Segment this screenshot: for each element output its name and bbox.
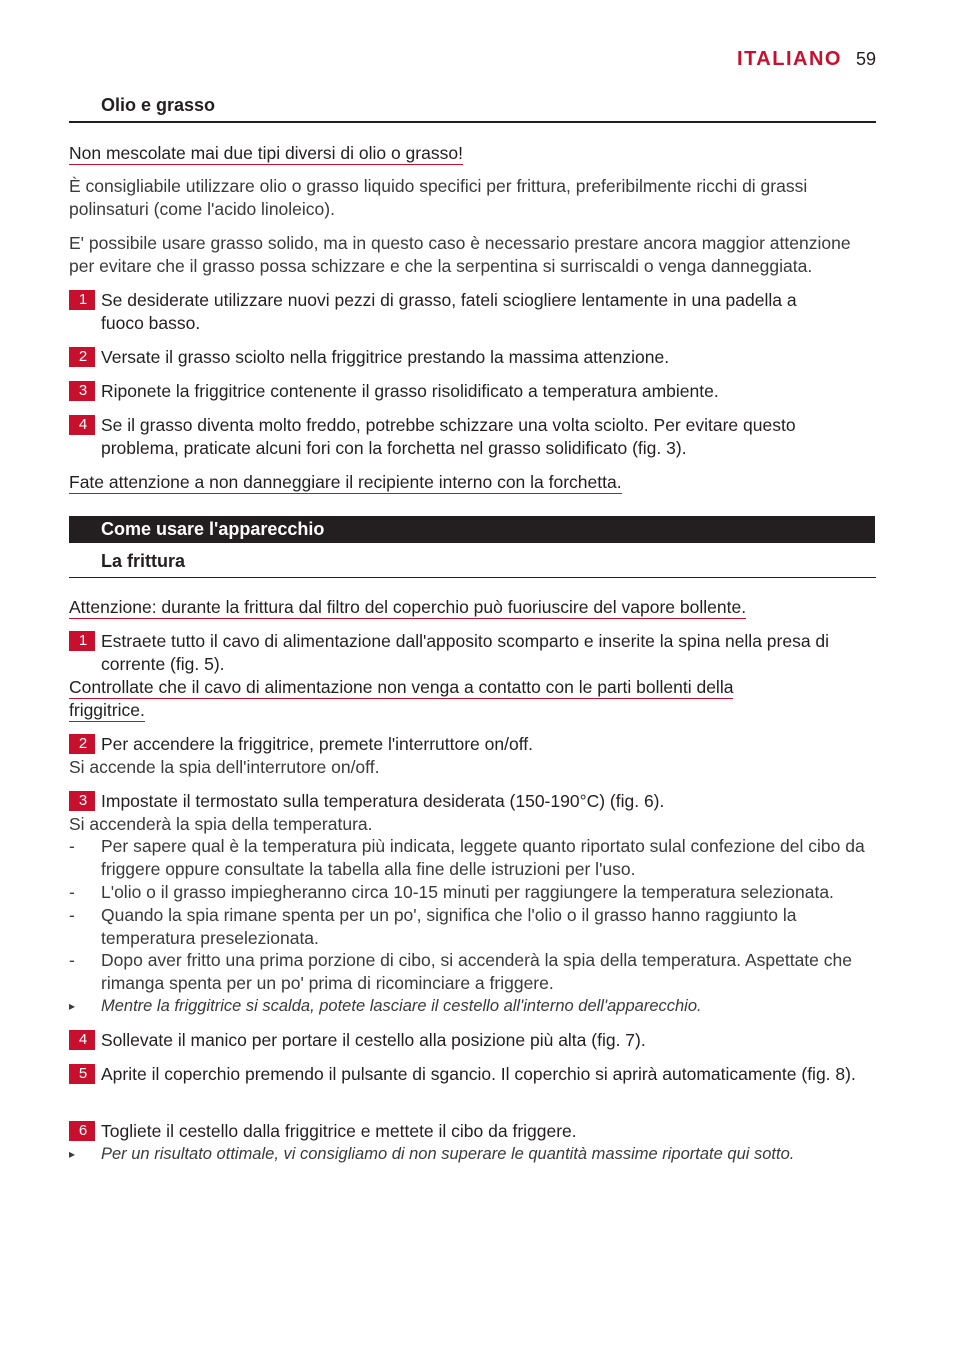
language-label: ITALIANO: [737, 48, 842, 70]
page-number: 59: [855, 49, 876, 69]
dash-text: Quando la spia rimane spenta per un po', significa che l'olio o il grasso hanno raggiunto la temperatura preselezionata.: [101, 905, 797, 948]
step-text: Se il grasso diventa molto freddo, potrebbe schizzare una volta sciolto. Per evitare questo problema, praticate alcuni fori con la forchetta nel grasso solidificato (fig. 3).: [101, 415, 796, 458]
step-text: Impostate il termostato sulla temperatura desiderata (150-190°C) (fig. 6).: [101, 791, 665, 811]
paragraph: È consigliabile utilizzare olio o grasso liquido specifici per frittura, preferibilmente ricchi di grassi polinsaturi (come l'acido linoleico).: [69, 176, 808, 219]
section-rule: [69, 121, 876, 123]
step-number-badge: 2: [69, 347, 95, 367]
step-number-badge: 4: [69, 415, 95, 435]
tip-arrow-icon: ▸: [69, 1147, 76, 1161]
warning-text: [69, 142, 879, 165]
dash-item: [69, 835, 879, 881]
subsection-rule: [69, 577, 876, 578]
dash-mark: -: [69, 905, 75, 925]
result-text: Si accende la spia dell'interrutore on/off.: [69, 757, 380, 777]
step-text: Per accendere la friggitrice, premete l'interruttore on/off.: [101, 734, 533, 754]
caution-text: [69, 471, 879, 494]
step-item: [69, 289, 844, 335]
tip-arrow-icon: ▸: [69, 999, 76, 1013]
step-number-badge: 1: [69, 631, 95, 651]
caution-underline: Fate attenzione a non danneggiare il recipiente interno con la forchetta.: [69, 472, 622, 492]
paragraph: E' possibile usare grasso solido, ma in questo caso è necessario prestare ancora maggior attenzione per evitare che il grasso possa schizzare e che la serpentina si surriscaldi o venga danneggiata.: [69, 233, 851, 276]
step-item: [69, 414, 859, 460]
step-item: [69, 1120, 879, 1143]
step-item: [69, 733, 879, 756]
step-item: [69, 1063, 859, 1086]
step-text: Sollevate il manico per portare il cestello alla posizione più alta (fig. 7).: [101, 1030, 646, 1050]
dash-item: [69, 881, 879, 904]
result-text: Si accenderà la spia della temperatura.: [69, 814, 373, 834]
tip-text: Mentre la friggitrice si scalda, potete lasciare il cestello all'interno dell'apparecchio.: [101, 997, 702, 1015]
step-item: [69, 1029, 879, 1052]
step-item: [69, 630, 879, 676]
dash-mark: -: [69, 882, 75, 902]
step-item: [69, 346, 879, 369]
step-number-badge: 3: [69, 381, 95, 401]
section-bar-how-to-use: Come usare l'apparecchio: [69, 516, 875, 543]
section-title-oil: Olio e grasso: [101, 95, 216, 115]
dash-text: L'olio o il grasso impiegheranno circa 10-15 minuti per raggiungere la temperatura selezionata.: [101, 882, 834, 902]
tip-item: [69, 1143, 879, 1166]
subsection-title-frying: La frittura: [101, 551, 186, 571]
dash-text: Dopo aver fritto una prima porzione di cibo, si accenderà la spia della temperatura. Aspettate che rimanga spenta per un po' prima di ricominciare a friggere.: [101, 950, 852, 993]
step-number-badge: 2: [69, 734, 95, 754]
dash-text: Per sapere qual è la temperatura più indicata, leggete quanto riportato sulal confezione del cibo da friggere oppure consultate la tabella alla fine delle istruzioni per l'uso.: [101, 836, 865, 879]
step-number-badge: 4: [69, 1030, 95, 1050]
step-text: Se desiderate utilizzare nuovi pezzi di grasso, fateli sciogliere lentamente in una padella a fuoco basso.: [101, 290, 797, 333]
page-header: [737, 48, 876, 74]
warning-text: [69, 676, 809, 722]
step-text: Estraete tutto il cavo di alimentazione dall'apposito scomparto e inserite la spina nella presa di corrente (fig. 5).: [101, 631, 830, 674]
caution-text: [69, 596, 879, 619]
step-text: Togliete il cestello dalla friggitrice e mettete il cibo da friggere.: [101, 1121, 577, 1141]
step-text: Riponete la friggitrice contenente il grasso risolidificato a temperatura ambiente.: [101, 381, 719, 401]
warning-underline: Non mescolate mai due tipi diversi di olio o grasso!: [69, 143, 463, 163]
dash-mark: -: [69, 950, 75, 970]
dash-item: [69, 904, 849, 950]
tip-item: [69, 995, 879, 1018]
step-number-badge: 3: [69, 791, 95, 811]
step-number-badge: 1: [69, 290, 95, 310]
step-text: Versate il grasso sciolto nella friggitrice prestando la massima attenzione.: [101, 347, 670, 367]
step-item: [69, 380, 879, 403]
warning-underline: Controllate che il cavo di alimentazione non venga a contatto con le parti bollenti della friggitrice.: [69, 677, 734, 720]
step-number-badge: 6: [69, 1121, 95, 1141]
tip-text: Per un risultato ottimale, vi consigliamo di non superare le quantità massime riportate qui sotto.: [101, 1145, 795, 1163]
step-item: [69, 790, 879, 813]
dash-mark: -: [69, 836, 75, 856]
step-number-badge: 5: [69, 1064, 95, 1084]
caution-underline: Attenzione: durante la frittura dal filtro del coperchio può fuoriuscire del vapore bollente.: [69, 597, 747, 617]
step-text: Aprite il coperchio premendo il pulsante di sgancio. Il coperchio si aprirà automaticamente (fig. 8).: [101, 1064, 856, 1084]
dash-item: [69, 949, 879, 995]
